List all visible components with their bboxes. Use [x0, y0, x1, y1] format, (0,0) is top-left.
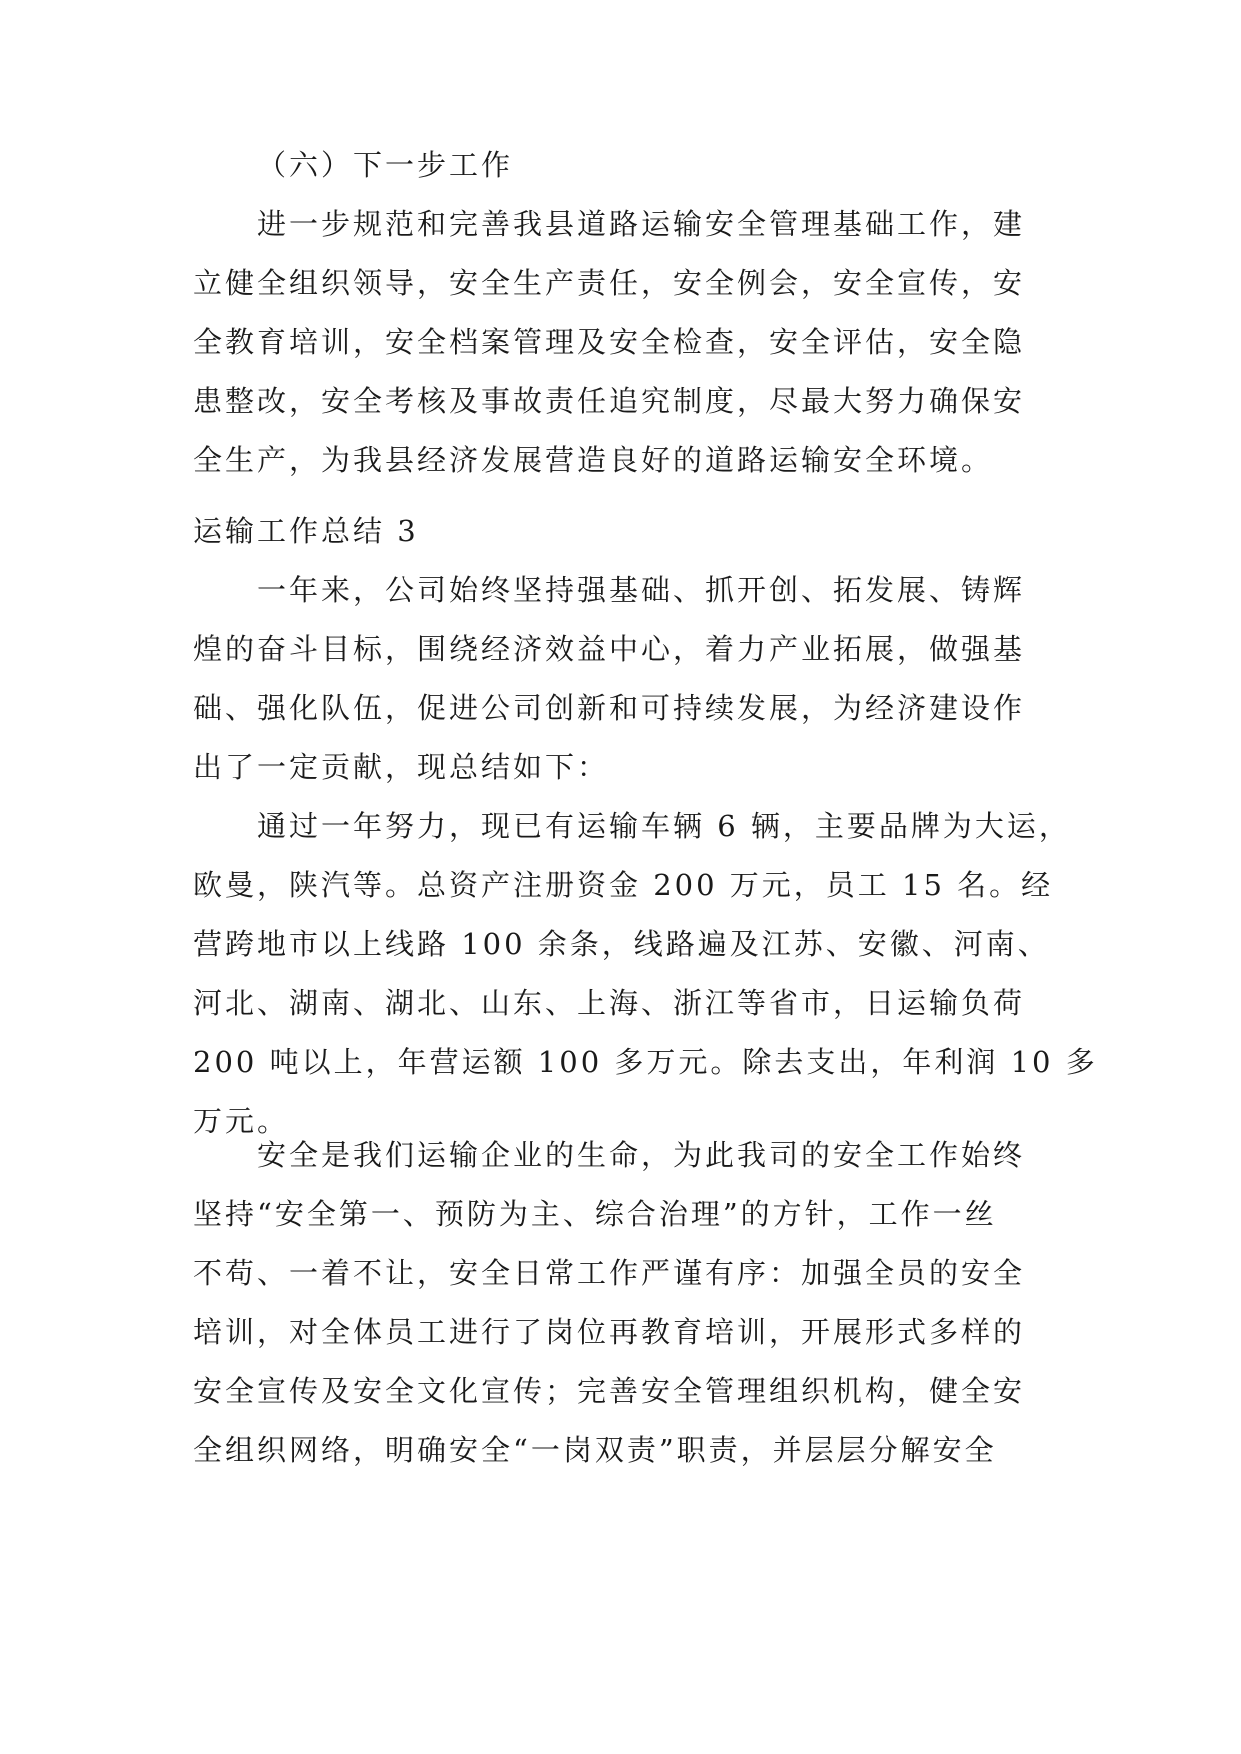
paragraph-line: 立健全组织领导，安全生产责任，安全例会，安全宣传，安: [193, 266, 1026, 300]
paragraph-line: 200 吨以上，年营运额 100 多万元。除去支出，年利润 10 多: [193, 1045, 1098, 1079]
paragraph-line: 全组织网络，明确安全“一岗双责”职责，并层层分解安全: [193, 1433, 997, 1467]
paragraph-line: 安全宣传及安全文化宣传；完善安全管理组织机构，健全安: [193, 1374, 1026, 1408]
section-title: 运输工作总结 3: [193, 514, 419, 548]
paragraph-line: 一年来，公司始终坚持强基础、抓开创、拓发展、铸辉: [257, 573, 1026, 607]
paragraph-line: 煌的奋斗目标，围绕经济效益中心，着力产业拓展，做强基: [193, 632, 1026, 666]
paragraph-line: 全教育培训，安全档案管理及安全检查，安全评估，安全隐: [193, 325, 1026, 359]
paragraph-line: 不苟、一着不让，安全日常工作严谨有序：加强全员的安全: [193, 1256, 1026, 1290]
section-six: [193, 136, 1053, 490]
summary-three-safety: [193, 1126, 1053, 1480]
paragraph-line: 础、强化队伍，促进公司创新和可持续发展，为经济建设作: [193, 691, 1026, 725]
paragraph-line: 欧曼，陕汽等。总资产注册资金 200 万元，员工 15 名。经: [193, 868, 1054, 902]
paragraph-line: 营跨地市以上线路 100 余条，线路遍及江苏、安徽、河南、: [193, 927, 1050, 961]
paragraph-line: 培训，对全体员工进行了岗位再教育培训，开展形式多样的: [193, 1315, 1026, 1349]
paragraph-line: 通过一年努力，现已有运输车辆 6 辆，主要品牌为大运，: [257, 809, 1071, 843]
section-heading: （六）下一步工作: [257, 148, 514, 182]
paragraph-line: 安全是我们运输企业的生命，为此我司的安全工作始终: [257, 1138, 1026, 1172]
paragraph-line: 患整改，安全考核及事故责任追究制度，尽最大努力确保安: [193, 384, 1026, 418]
paragraph-line: 坚持“安全第一、预防为主、综合治理”的方针，工作一丝: [193, 1197, 997, 1231]
paragraph-line: 出了一定贡献，现总结如下：: [193, 750, 610, 784]
summary-three: [193, 502, 1098, 1151]
paragraph-line: 进一步规范和完善我县道路运输安全管理基础工作，建: [257, 207, 1026, 241]
paragraph-line: 万元。: [193, 1104, 290, 1138]
paragraph-line: 河北、湖南、湖北、山东、上海、浙江等省市，日运输负荷: [193, 986, 1026, 1020]
paragraph-line: 全生产，为我县经济发展营造良好的道路运输安全环境。: [193, 443, 994, 477]
